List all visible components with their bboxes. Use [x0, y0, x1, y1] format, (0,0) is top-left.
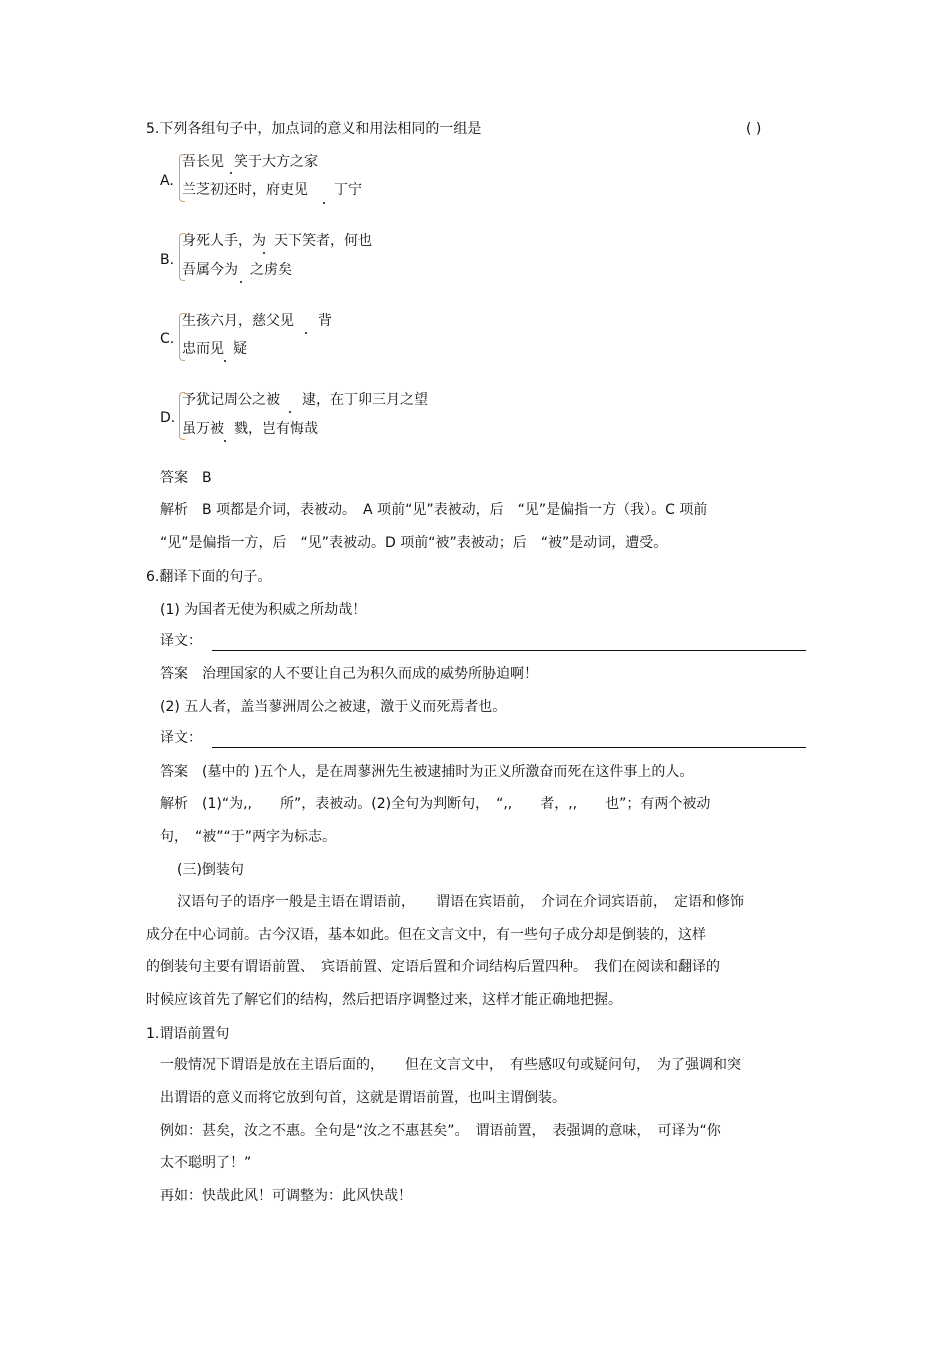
option-c-line2-head: 忠而见: [182, 341, 224, 357]
translation-label-2: 译文：: [160, 730, 202, 746]
option-a-line2-tail: 丁宁: [334, 182, 362, 198]
section-paragraph-line2: 成分在中心词前。古今汉语，基本如此。但在文言文中，有一些句子成分却是倒装的，这样: [146, 927, 706, 943]
section-paragraph-line1: 汉语句子的语序一般是主语在谓语前， 谓语在宾语前， 介词在介词宾语前， 定语和修饰: [177, 894, 744, 910]
emphasis-dot: [230, 172, 232, 174]
emphasis-dot: [263, 252, 265, 254]
q6-sentence-2: (2) 五人者，盖当蓼洲周公之被逮，激于义而死焉者也。: [160, 699, 507, 715]
q6-answer-2: 答案 (墓中的 )五个人，是在周蓼洲先生被逮捕时为正义所激奋而死在这件事上的人。: [160, 764, 694, 780]
option-c-line1-tail: 背: [318, 313, 332, 329]
section-paragraph-line3: 的倒装句主要有谓语前置、 宾语前置、定语后置和介词结构后置四种。 我们在阅读和翻译的: [146, 959, 720, 975]
option-a-line2-head: 兰芝初还时，府吏见: [182, 182, 308, 198]
option-b-line2-head: 吾属今为: [182, 262, 238, 278]
emphasis-dot: [323, 202, 325, 204]
subsection-paragraph-line2: 出谓语的意义而将它放到句首，这就是谓语前置，也叫主谓倒装。: [160, 1090, 566, 1106]
option-a-line1-tail: 笑于大方之家: [234, 154, 318, 170]
emphasis-dot: [240, 281, 242, 283]
q6-analysis-line1: 解析 (1)“为,, 所”，表被动。(2)全句为判断句， “,, 者，,, 也”；有两个被动: [160, 796, 711, 812]
example-line2: 太不聪明了！”: [160, 1155, 252, 1171]
option-c-line2-tail: 疑: [233, 341, 247, 357]
option-b-line1-head: 身死人手，为: [182, 233, 266, 249]
subsection-heading: 1.谓语前置句: [146, 1026, 230, 1042]
q6-answer-1: 答案 治理国家的人不要让自己为积久而成的威势所胁迫啊！: [160, 666, 538, 682]
option-b-line2-tail: 之虏矣: [250, 262, 292, 278]
example-line1: 例如：甚矣，汝之不惠。全句是“汝之不惠甚矣”。 谓语前置， 表强调的意味， 可译为“你: [160, 1123, 721, 1139]
option-d-line2-head: 虽万被: [182, 421, 224, 437]
section-paragraph-line4: 时候应该首先了解它们的结构，然后把语序调整过来，这样才能正确地把握。: [146, 992, 622, 1008]
q5-title: 5.下列各组句子中，加点词的意义和用法相同的一组是: [146, 121, 482, 137]
q6-analysis-line2: 句， “被”“于”两字为标志。: [160, 829, 337, 845]
section-heading: (三)倒装句: [177, 862, 244, 878]
emphasis-dot: [224, 360, 226, 362]
example-line3: 再如：快哉此风！可调整为：此风快哉！: [160, 1188, 412, 1204]
option-c-letter: C.: [160, 331, 175, 347]
option-c-line1-head: 生孩六月，慈父见: [182, 313, 294, 329]
option-d-line1-tail: 逮，在丁卯三月之望: [302, 392, 428, 408]
translation-label-1: 译文：: [160, 633, 202, 649]
q5-answer: 答案 B: [160, 470, 212, 486]
q5-analysis-line2: “见”是偏指一方，后 “见”表被动。D 项前“被”表被动；后 “被”是动词，遭受。: [160, 535, 668, 551]
translation-answer-line-1: [212, 650, 806, 651]
option-d-line2-tail: 戮，岂有悔哉: [234, 421, 318, 437]
option-b-line1-tail: 天下笑者，何也: [274, 233, 372, 249]
option-d-letter: D.: [160, 410, 176, 426]
option-d-line1-head: 予犹记周公之被: [182, 392, 280, 408]
emphasis-dot: [224, 440, 226, 442]
option-a-line1-head: 吾长见: [182, 154, 224, 170]
emphasis-dot: [289, 411, 291, 413]
q5-analysis-line1: 解析 B 项都是介词，表被动。 A 项前“见”表被动，后 “见”是偏指一方（我）。C 项前: [160, 502, 708, 518]
q5-answer-paren: ( ): [746, 121, 762, 137]
option-b-letter: B.: [160, 252, 175, 268]
q6-title: 6.翻译下面的句子。: [146, 569, 272, 585]
option-a-letter: A.: [160, 173, 174, 189]
emphasis-dot: [305, 332, 307, 334]
q6-sentence-1: (1) 为国者无使为积威之所劫哉！: [160, 602, 367, 618]
subsection-paragraph-line1: 一般情况下谓语是放在主语后面的， 但在文言文中， 有些感叹句或疑问句， 为了强调和突: [160, 1057, 741, 1073]
translation-answer-line-2: [212, 747, 806, 748]
